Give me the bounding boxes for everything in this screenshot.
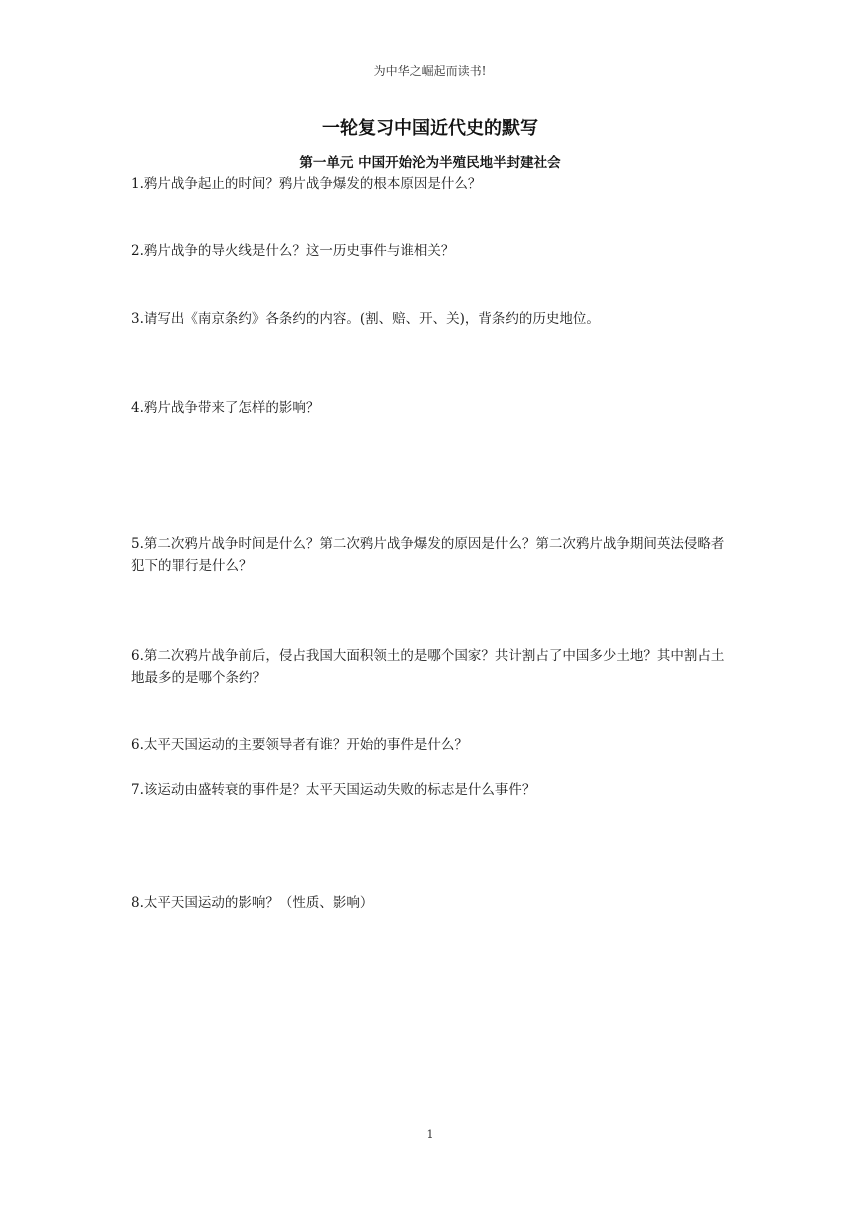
question-6-taiping: 6.太平天国运动的主要领导者有谁？开始的事件是什么？ — [131, 737, 468, 753]
question-6-russia: 6.第二次鸦片战争前后，侵占我国大面积领土的是哪个国家？共计割占了中国多少土地？其中割占土地最多的是哪个条约？ — [131, 648, 725, 686]
page-header-motto: 为中华之崛起而读书! — [373, 64, 487, 78]
unit-title: 第一单元 中国开始沦为半殖民地半封建社会 — [299, 155, 561, 171]
question-4: 4.鸦片战争带来了怎样的影响？ — [131, 400, 320, 416]
question-8: 8.太平天国运动的影响？（性质、影响） — [131, 895, 374, 911]
question-1: 1.鸦片战争起止的时间？鸦片战争爆发的根本原因是什么？ — [131, 176, 482, 192]
question-5: 5.第二次鸦片战争时间是什么？第二次鸦片战争爆发的原因是什么？第二次鸦片战争期间英法侵略者犯下的罪行是什么？ — [131, 536, 725, 574]
question-3: 3.请写出《南京条约》各条约的内容。(割、赔、开、关)，背条约的历史地位。 — [131, 311, 600, 327]
question-2: 2.鸦片战争的导火线是什么？这一历史事件与谁相关？ — [131, 243, 455, 259]
page-number: 1 — [426, 1128, 434, 1141]
document-title: 一轮复习中国近代史的默写 — [322, 118, 538, 139]
question-7: 7.该运动由盛转衰的事件是？太平天国运动失败的标志是什么事件？ — [131, 782, 536, 798]
